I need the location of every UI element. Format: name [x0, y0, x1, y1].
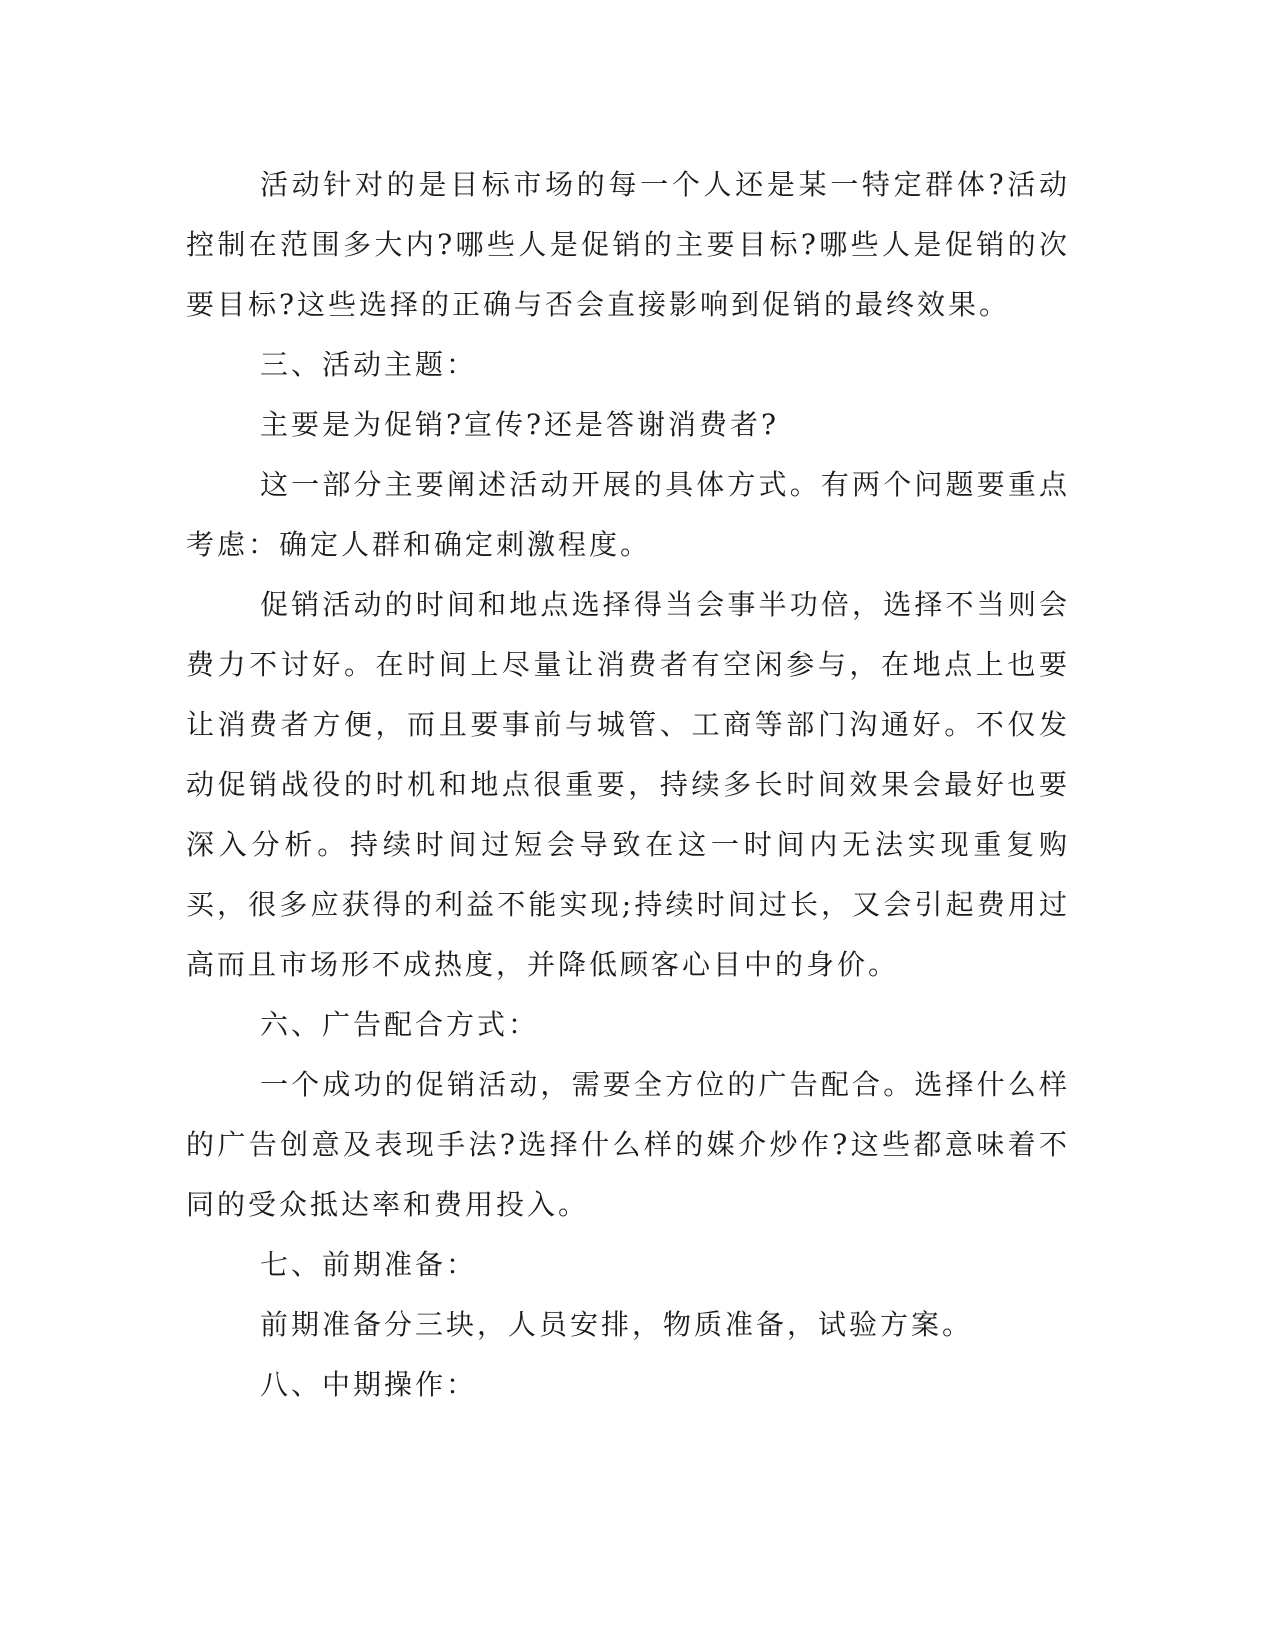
heading-preparation: 七、前期准备：	[260, 1248, 478, 1281]
heading-mid-operation: 八、中期操作：	[260, 1368, 478, 1401]
paragraph-activity-method: 这一部分主要阐述活动开展的具体方式。有两个问题要重点考虑：确定人群和确定刺激程度。	[186, 468, 1070, 561]
heading-activity-theme: 三、活动主题：	[260, 348, 478, 381]
heading-advertising: 六、广告配合方式：	[260, 1008, 540, 1041]
paragraph-time-and-place: 促销活动的时间和地点选择得当会事半功倍，选择不当则会费力不讨好。在时间上尽量让消费者有空闲参与，在地点上也要让消费者方便，而且要事前与城管、工商等部门沟通好。不仅发动促销战役的时机和地点很重要，持续多长时间效果会最好也要深入分析。持续时间过短会导致在这一时间内无法实现重复购买，很多应获得的利益不能实现;持续时间过长，又会引起费用过高而且市场形不成热度，并降低顾客心目中的身价。	[186, 588, 1070, 981]
paragraph-preparation: 前期准备分三块，人员安排，物质准备，试验方案。	[260, 1308, 974, 1341]
paragraph-theme-purpose: 主要是为促销?宣传?还是答谢消费者?	[260, 408, 780, 441]
paragraph-advertising: 一个成功的促销活动，需要全方位的广告配合。选择什么样的广告创意及表现手法?选择什么样的媒介炒作?这些都意味着不同的受众抵达率和费用投入。	[186, 1068, 1070, 1221]
paragraph-target-audience: 活动针对的是目标市场的每一个人还是某一特定群体?活动控制在范围多大内?哪些人是促销的主要目标?哪些人是促销的次要目标?这些选择的正确与否会直接影响到促销的最终效果。	[186, 168, 1070, 321]
document-body	[186, 155, 1070, 1415]
